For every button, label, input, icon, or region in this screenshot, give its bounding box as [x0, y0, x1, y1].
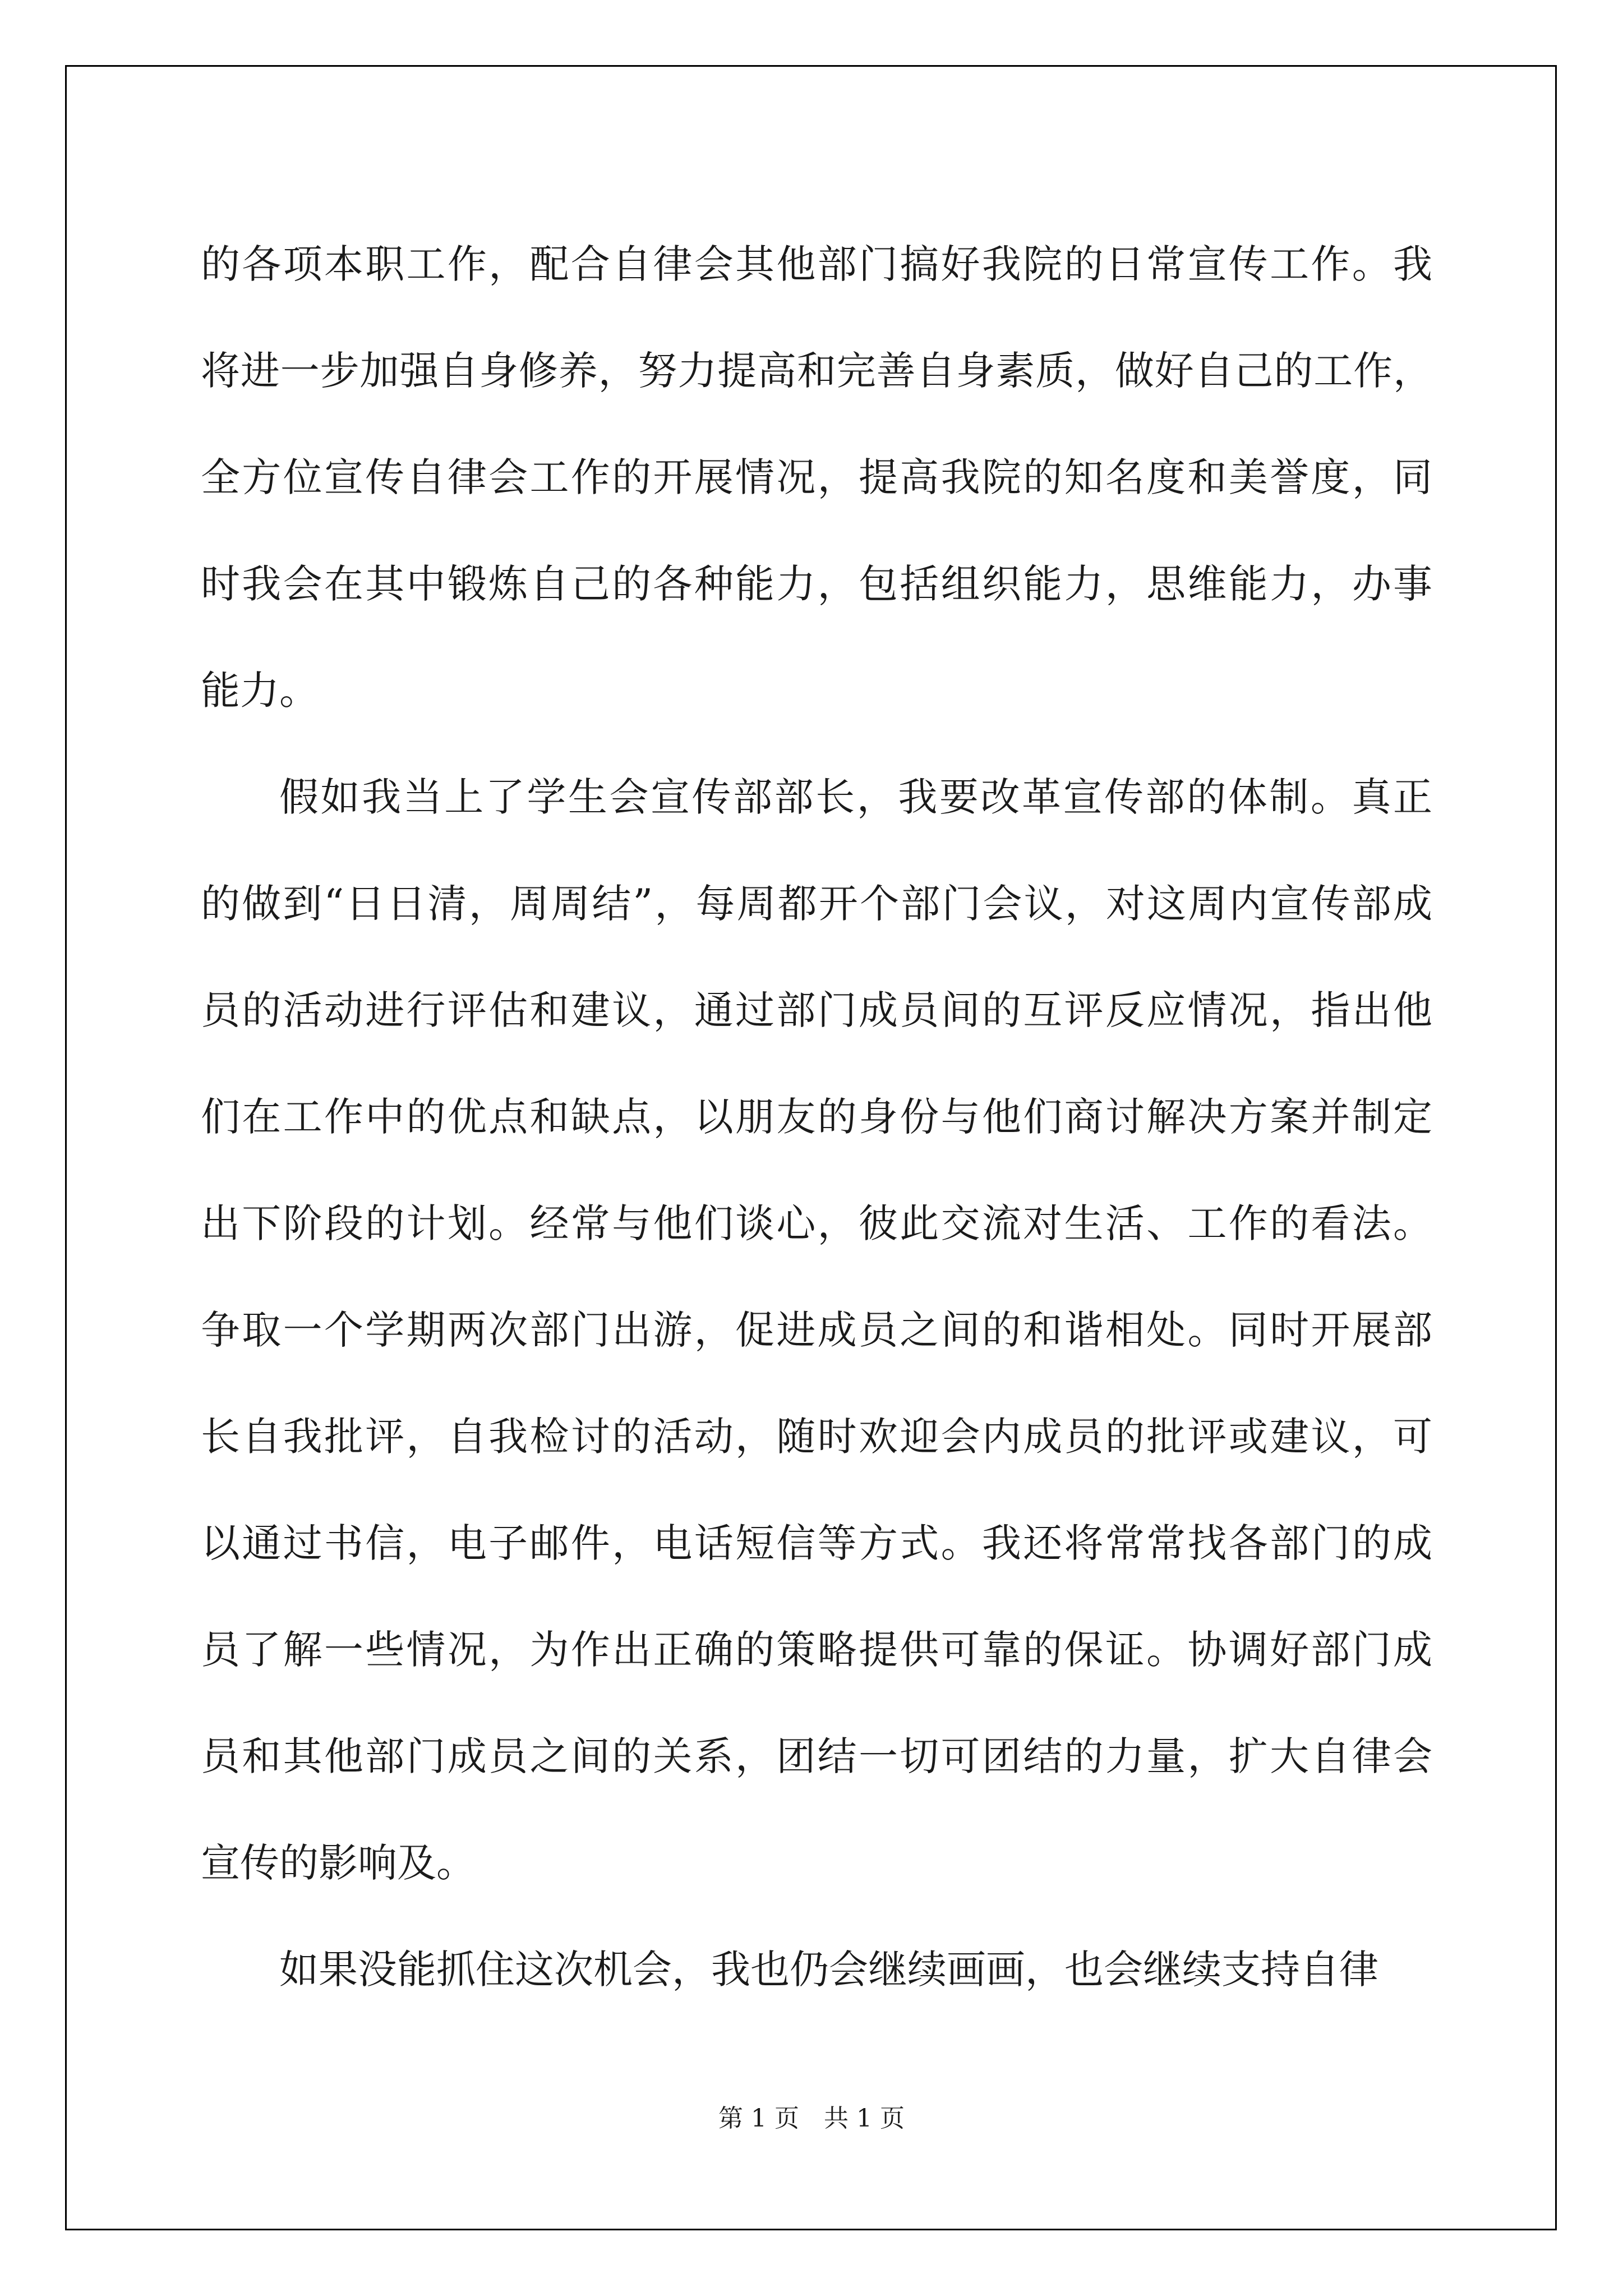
text-line: 如果没能抓住这次机会，我也仍会继续画画，也会继续支持自律	[279, 1947, 1378, 1993]
text-line: 们在工作中的优点和缺点，以朋友的身份与他们商讨解决方案并制定	[201, 1094, 1432, 1140]
text-line: 假如我当上了学生会宣传部部长，我要改革宣传部的体制。真正	[279, 774, 1432, 820]
text-line: 的做到“日日清，周周结”，每周都开个部门会议，对这周内宣传部成	[201, 881, 1432, 927]
text-line: 将进一步加强自身修养，努力提高和完善自身素质，做好自己的工作，	[201, 348, 1432, 394]
text-line: 能力。	[201, 668, 319, 714]
text-line: 以通过书信，电子邮件，电话短信等方式。我还将常常找各部门的成	[201, 1520, 1432, 1566]
page-footer: 第 1 页 共 1 页	[718, 2104, 905, 2133]
text-line: 的各项本职工作，配合自律会其他部门搞好我院的日常宣传工作。我	[201, 241, 1432, 287]
text-line: 时我会在其中锻炼自己的各种能力，包括组织能力，思维能力，办事	[201, 561, 1432, 607]
text-line: 员和其他部门成员之间的关系，团结一切可团结的力量，扩大自律会	[201, 1733, 1432, 1779]
text-line: 出下阶段的计划。经常与他们谈心，彼此交流对生活、工作的看法。	[201, 1200, 1432, 1246]
text-line: 员了解一些情况，为作出正确的策略提供可靠的保证。协调好部门成	[201, 1627, 1432, 1673]
text-line: 争取一个学期两次部门出游，促进成员之间的和谐相处。同时开展部	[201, 1307, 1432, 1353]
text-line: 长自我批评，自我检讨的活动，随时欢迎会内成员的批评或建议，可	[201, 1414, 1432, 1460]
document-body	[201, 211, 1432, 2023]
text-line: 全方位宣传自律会工作的开展情况，提高我院的知名度和美誉度，同	[201, 454, 1432, 500]
text-line: 宣传的影响及。	[201, 1840, 476, 1886]
text-line: 员的活动进行评估和建议，通过部门成员间的互评反应情况，指出他	[201, 987, 1432, 1033]
